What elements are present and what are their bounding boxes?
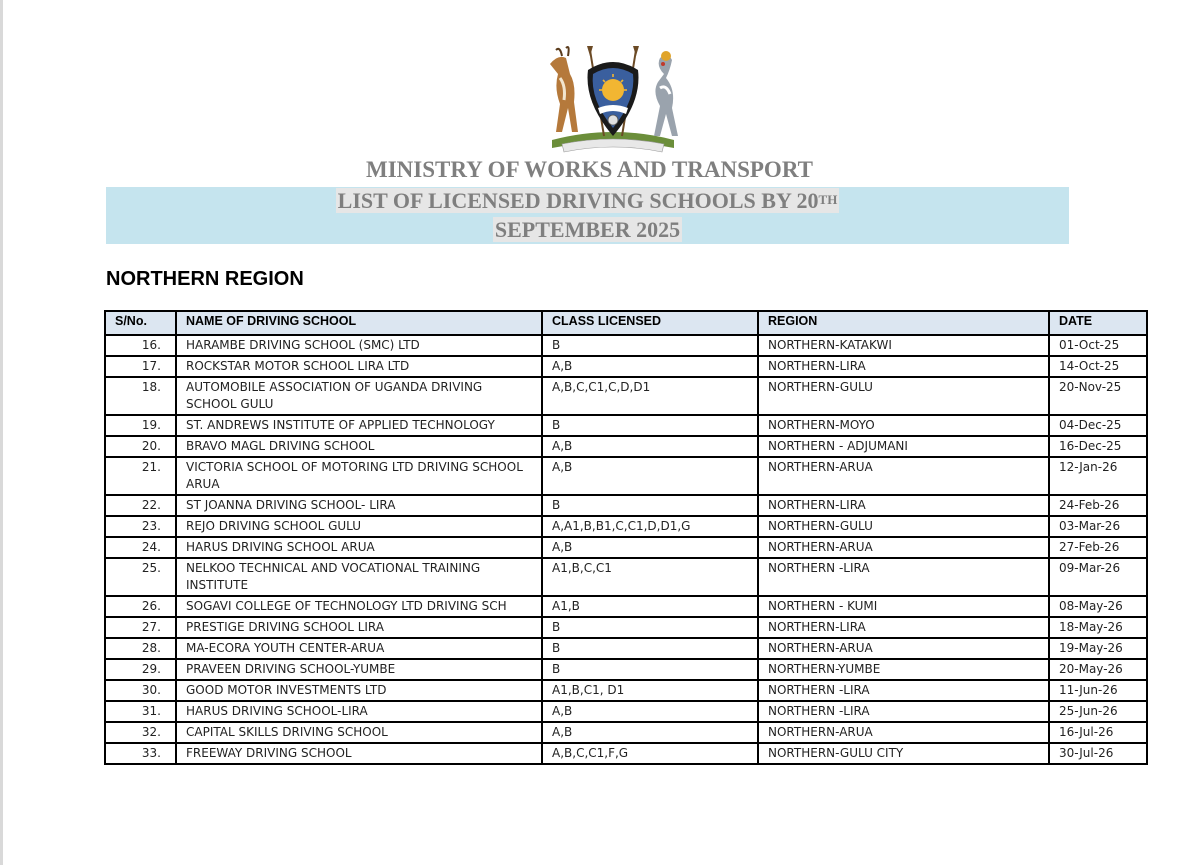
table-row xyxy=(105,335,1147,356)
cell-sn: 22. xyxy=(105,495,176,516)
cell-name: AUTOMOBILE ASSOCIATION OF UGANDA DRIVING SCHOOL GULU xyxy=(176,377,542,415)
cell-name: CAPITAL SKILLS DRIVING SCHOOL xyxy=(176,722,542,743)
cell-date: 14-Oct-25 xyxy=(1049,356,1147,377)
cell-classes: B xyxy=(542,335,758,356)
cell-name: ST. ANDREWS INSTITUTE OF APPLIED TECHNOLOGY xyxy=(176,415,542,436)
cell-classes: A,B xyxy=(542,537,758,558)
table-row xyxy=(105,356,1147,377)
cell-region: NORTHERN - KUMI xyxy=(758,596,1049,617)
cell-name: SOGAVI COLLEGE OF TECHNOLOGY LTD DRIVING SCH xyxy=(176,596,542,617)
title-line-1 xyxy=(106,187,1069,215)
cell-region: NORTHERN-YUMBE xyxy=(758,659,1049,680)
cell-name: BRAVO MAGL DRIVING SCHOOL xyxy=(176,436,542,457)
cell-name: MA-ECORA YOUTH CENTER-ARUA xyxy=(176,638,542,659)
cell-sn: 33. xyxy=(105,743,176,764)
title-banner xyxy=(106,187,1069,244)
cell-classes: A,B xyxy=(542,436,758,457)
cell-sn: 31. xyxy=(105,701,176,722)
cell-sn: 26. xyxy=(105,596,176,617)
cell-region: NORTHERN - ADJUMANI xyxy=(758,436,1049,457)
table-row xyxy=(105,436,1147,457)
cell-region: NORTHERN-GULU xyxy=(758,516,1049,537)
cell-date: 03-Mar-26 xyxy=(1049,516,1147,537)
cell-classes: A,B xyxy=(542,356,758,377)
cell-date: 11-Jun-26 xyxy=(1049,680,1147,701)
cell-name: HARUS DRIVING SCHOOL ARUA xyxy=(176,537,542,558)
cell-name: HARAMBE DRIVING SCHOOL (SMC) LTD xyxy=(176,335,542,356)
cell-classes: A,A1,B,B1,C,C1,D,D1,G xyxy=(542,516,758,537)
cell-date: 30-Jul-26 xyxy=(1049,743,1147,764)
cell-classes: A1,B,C1, D1 xyxy=(542,680,758,701)
column-header-region: REGION xyxy=(758,311,1049,335)
table-row xyxy=(105,659,1147,680)
cell-classes: A,B,C,C1,C,D,D1 xyxy=(542,377,758,415)
cell-classes: A,B,C,C1,F,G xyxy=(542,743,758,764)
cell-region: NORTHERN-KATAKWI xyxy=(758,335,1049,356)
cell-region: NORTHERN-MOYO xyxy=(758,415,1049,436)
cell-sn: 17. xyxy=(105,356,176,377)
cell-date: 09-Mar-26 xyxy=(1049,558,1147,596)
cell-region: NORTHERN-LIRA xyxy=(758,617,1049,638)
table-row xyxy=(105,596,1147,617)
ministry-title: MINISTRY OF WORKS AND TRANSPORT xyxy=(366,157,813,182)
table-row xyxy=(105,537,1147,558)
table-row xyxy=(105,722,1147,743)
cell-date: 12-Jan-26 xyxy=(1049,457,1147,495)
cell-name: ST JOANNA DRIVING SCHOOL- LIRA xyxy=(176,495,542,516)
table-row xyxy=(105,701,1147,722)
table-row xyxy=(105,680,1147,701)
region-heading: NORTHERN REGION xyxy=(106,268,304,290)
cell-date: 18-May-26 xyxy=(1049,617,1147,638)
page-edge xyxy=(0,0,3,865)
cell-date: 16-Jul-26 xyxy=(1049,722,1147,743)
cell-sn: 28. xyxy=(105,638,176,659)
column-header-sn: S/No. xyxy=(105,311,176,335)
cell-sn: 21. xyxy=(105,457,176,495)
cell-region: NORTHERN-ARUA xyxy=(758,457,1049,495)
cell-region: NORTHERN-GULU xyxy=(758,377,1049,415)
cell-classes: B xyxy=(542,415,758,436)
cell-region: NORTHERN-LIRA xyxy=(758,495,1049,516)
cell-region: NORTHERN-GULU CITY xyxy=(758,743,1049,764)
table-row xyxy=(105,377,1147,415)
table-row xyxy=(105,495,1147,516)
cell-name: HARUS DRIVING SCHOOL-LIRA xyxy=(176,701,542,722)
cell-sn: 24. xyxy=(105,537,176,558)
title-line-2 xyxy=(106,216,1069,244)
driving-schools-table xyxy=(104,310,1148,765)
cell-name: VICTORIA SCHOOL OF MOTORING LTD DRIVING SCHOOL ARUA xyxy=(176,457,542,495)
cell-region: NORTHERN-LIRA xyxy=(758,356,1049,377)
table-row xyxy=(105,415,1147,436)
cell-region: NORTHERN -LIRA xyxy=(758,701,1049,722)
table-row xyxy=(105,558,1147,596)
cell-sn: 32. xyxy=(105,722,176,743)
cell-region: NORTHERN -LIRA xyxy=(758,680,1049,701)
cell-classes: B xyxy=(542,638,758,659)
cell-date: 25-Jun-26 xyxy=(1049,701,1147,722)
cell-name: PRAVEEN DRIVING SCHOOL-YUMBE xyxy=(176,659,542,680)
cell-classes: B xyxy=(542,617,758,638)
cell-date: 20-Nov-25 xyxy=(1049,377,1147,415)
cell-name: NELKOO TECHNICAL AND VOCATIONAL TRAINING INSTITUTE xyxy=(176,558,542,596)
column-header-date: DATE xyxy=(1049,311,1147,335)
table-row xyxy=(105,638,1147,659)
cell-name: PRESTIGE DRIVING SCHOOL LIRA xyxy=(176,617,542,638)
title-line-1-text: LIST OF LICENSED DRIVING SCHOOLS BY 20 xyxy=(337,188,819,213)
cell-date: 20-May-26 xyxy=(1049,659,1147,680)
cell-name: REJO DRIVING SCHOOL GULU xyxy=(176,516,542,537)
cell-region: NORTHERN-ARUA xyxy=(758,722,1049,743)
cell-name: GOOD MOTOR INVESTMENTS LTD xyxy=(176,680,542,701)
cell-name: FREEWAY DRIVING SCHOOL xyxy=(176,743,542,764)
cell-sn: 25. xyxy=(105,558,176,596)
cell-date: 19-May-26 xyxy=(1049,638,1147,659)
cell-region: NORTHERN-ARUA xyxy=(758,537,1049,558)
cell-sn: 20. xyxy=(105,436,176,457)
cell-region: NORTHERN -LIRA xyxy=(758,558,1049,596)
cell-name: ROCKSTAR MOTOR SCHOOL LIRA LTD xyxy=(176,356,542,377)
coat-of-arms-icon xyxy=(532,44,694,156)
table-header-row xyxy=(105,311,1147,335)
cell-classes: B xyxy=(542,659,758,680)
cell-classes: A1,B xyxy=(542,596,758,617)
cell-classes: A,B xyxy=(542,457,758,495)
table-row xyxy=(105,457,1147,495)
cell-classes: A,B xyxy=(542,701,758,722)
title-superscript: TH xyxy=(818,192,838,207)
title-line-2-text: SEPTEMBER 2025 xyxy=(494,217,681,242)
cell-classes: A,B xyxy=(542,722,758,743)
column-header-class: CLASS LICENSED xyxy=(542,311,758,335)
cell-date: 04-Dec-25 xyxy=(1049,415,1147,436)
cell-sn: 23. xyxy=(105,516,176,537)
cell-sn: 29. xyxy=(105,659,176,680)
column-header-name: NAME OF DRIVING SCHOOL xyxy=(176,311,542,335)
cell-date: 27-Feb-26 xyxy=(1049,537,1147,558)
cell-date: 08-May-26 xyxy=(1049,596,1147,617)
cell-region: NORTHERN-ARUA xyxy=(758,638,1049,659)
cell-date: 01-Oct-25 xyxy=(1049,335,1147,356)
cell-sn: 16. xyxy=(105,335,176,356)
table-row xyxy=(105,617,1147,638)
table-row xyxy=(105,516,1147,537)
cell-sn: 18. xyxy=(105,377,176,415)
cell-classes: A1,B,C,C1 xyxy=(542,558,758,596)
table-row xyxy=(105,743,1147,764)
cell-sn: 19. xyxy=(105,415,176,436)
cell-sn: 30. xyxy=(105,680,176,701)
cell-sn: 27. xyxy=(105,617,176,638)
cell-classes: B xyxy=(542,495,758,516)
cell-date: 16-Dec-25 xyxy=(1049,436,1147,457)
cell-date: 24-Feb-26 xyxy=(1049,495,1147,516)
